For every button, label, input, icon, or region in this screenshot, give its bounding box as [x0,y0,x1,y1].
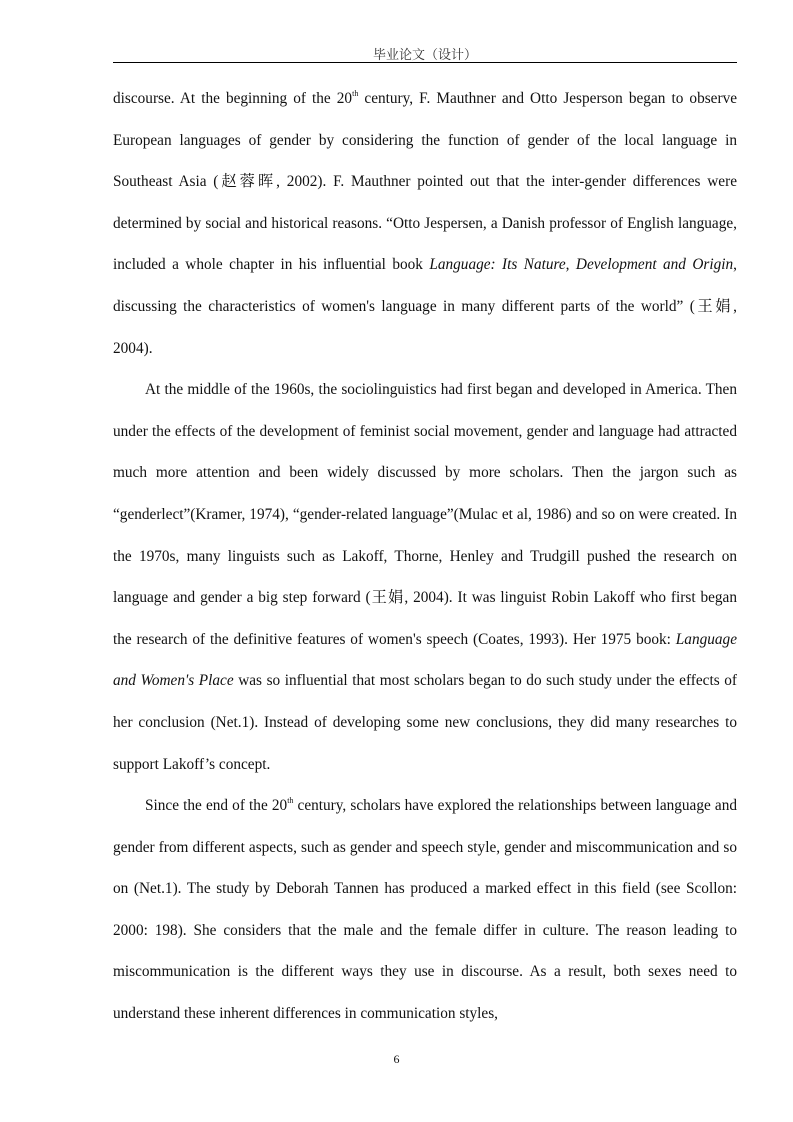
text-run: century, F. Mauthner and Otto Jesperson began to observe European languages of gender by considering the function of gender of the local language in Southeast Asia (赵蓉晖, 2002). F. Mauthner pointed out that the inter-gender differences were determined by social and historical reasons. “Otto Jespersen, a Danish professor of English language, included a whole chapter in his influential book [113,90,738,274]
page-header-title: 毕业论文（设计） [372,47,477,62]
text-run: At the middle of the 1960s, the sociolinguistics had first began and developed in America. Then under the effects of the development of feminist social movement, gender and language had attracted much more attention and been widely discussed by more scholars. Then the jargon such as “genderlect”(Kramer, 1974), “gender-related language”(Mulac et al, 1986) and so on were created. In the 1970s, many linguists such as Lakoff, Thorne, Henley and Trudgill pushed the research on language and gender a big step forward (王娟, 2004). It was linguist Robin Lakoff who first began the research of the definitive features of women's speech (Coates, 1993). Her 1975 book: [113,381,737,648]
paragraph [113,785,737,1035]
text-run: was so influential that most scholars began to do such study under the effects of her conclusion (Net.1). Instead of developing some new conclusions, they did many researches to support Lakoff’s concept. [113,672,737,773]
text-run: , discussing the characteristics of women's language in many different parts of the world” (王娟, 2004). [113,256,737,357]
italic-title: Language: Its Nature, Development and Origin [429,256,734,274]
paragraph [113,78,737,369]
paragraph [113,369,737,785]
italic-title: Language and Women's Place [113,630,737,690]
text-run: Since the end of the 20 [145,797,288,815]
page-number: 6 [393,1052,400,1066]
header-divider [113,62,737,63]
superscript-text: th [287,796,294,806]
superscript-text: th [352,89,359,98]
text-run: discourse. At the beginning of the 20 [113,90,353,107]
body-text [113,78,737,1035]
text-run: century, scholars have explored the relationships between language and gender from different aspects, such as gender and speech style, gender and miscommunication and so on (Net.1). The study by Deborah Tannen has produced a marked effect in this field (see Scollon: 2000: 198). She considers that the male and the female differ in culture. The reason leading to miscommunication is the different ways they use in discourse. As a result, both sexes need to understand these inherent differences in communication styles, [113,797,738,1023]
